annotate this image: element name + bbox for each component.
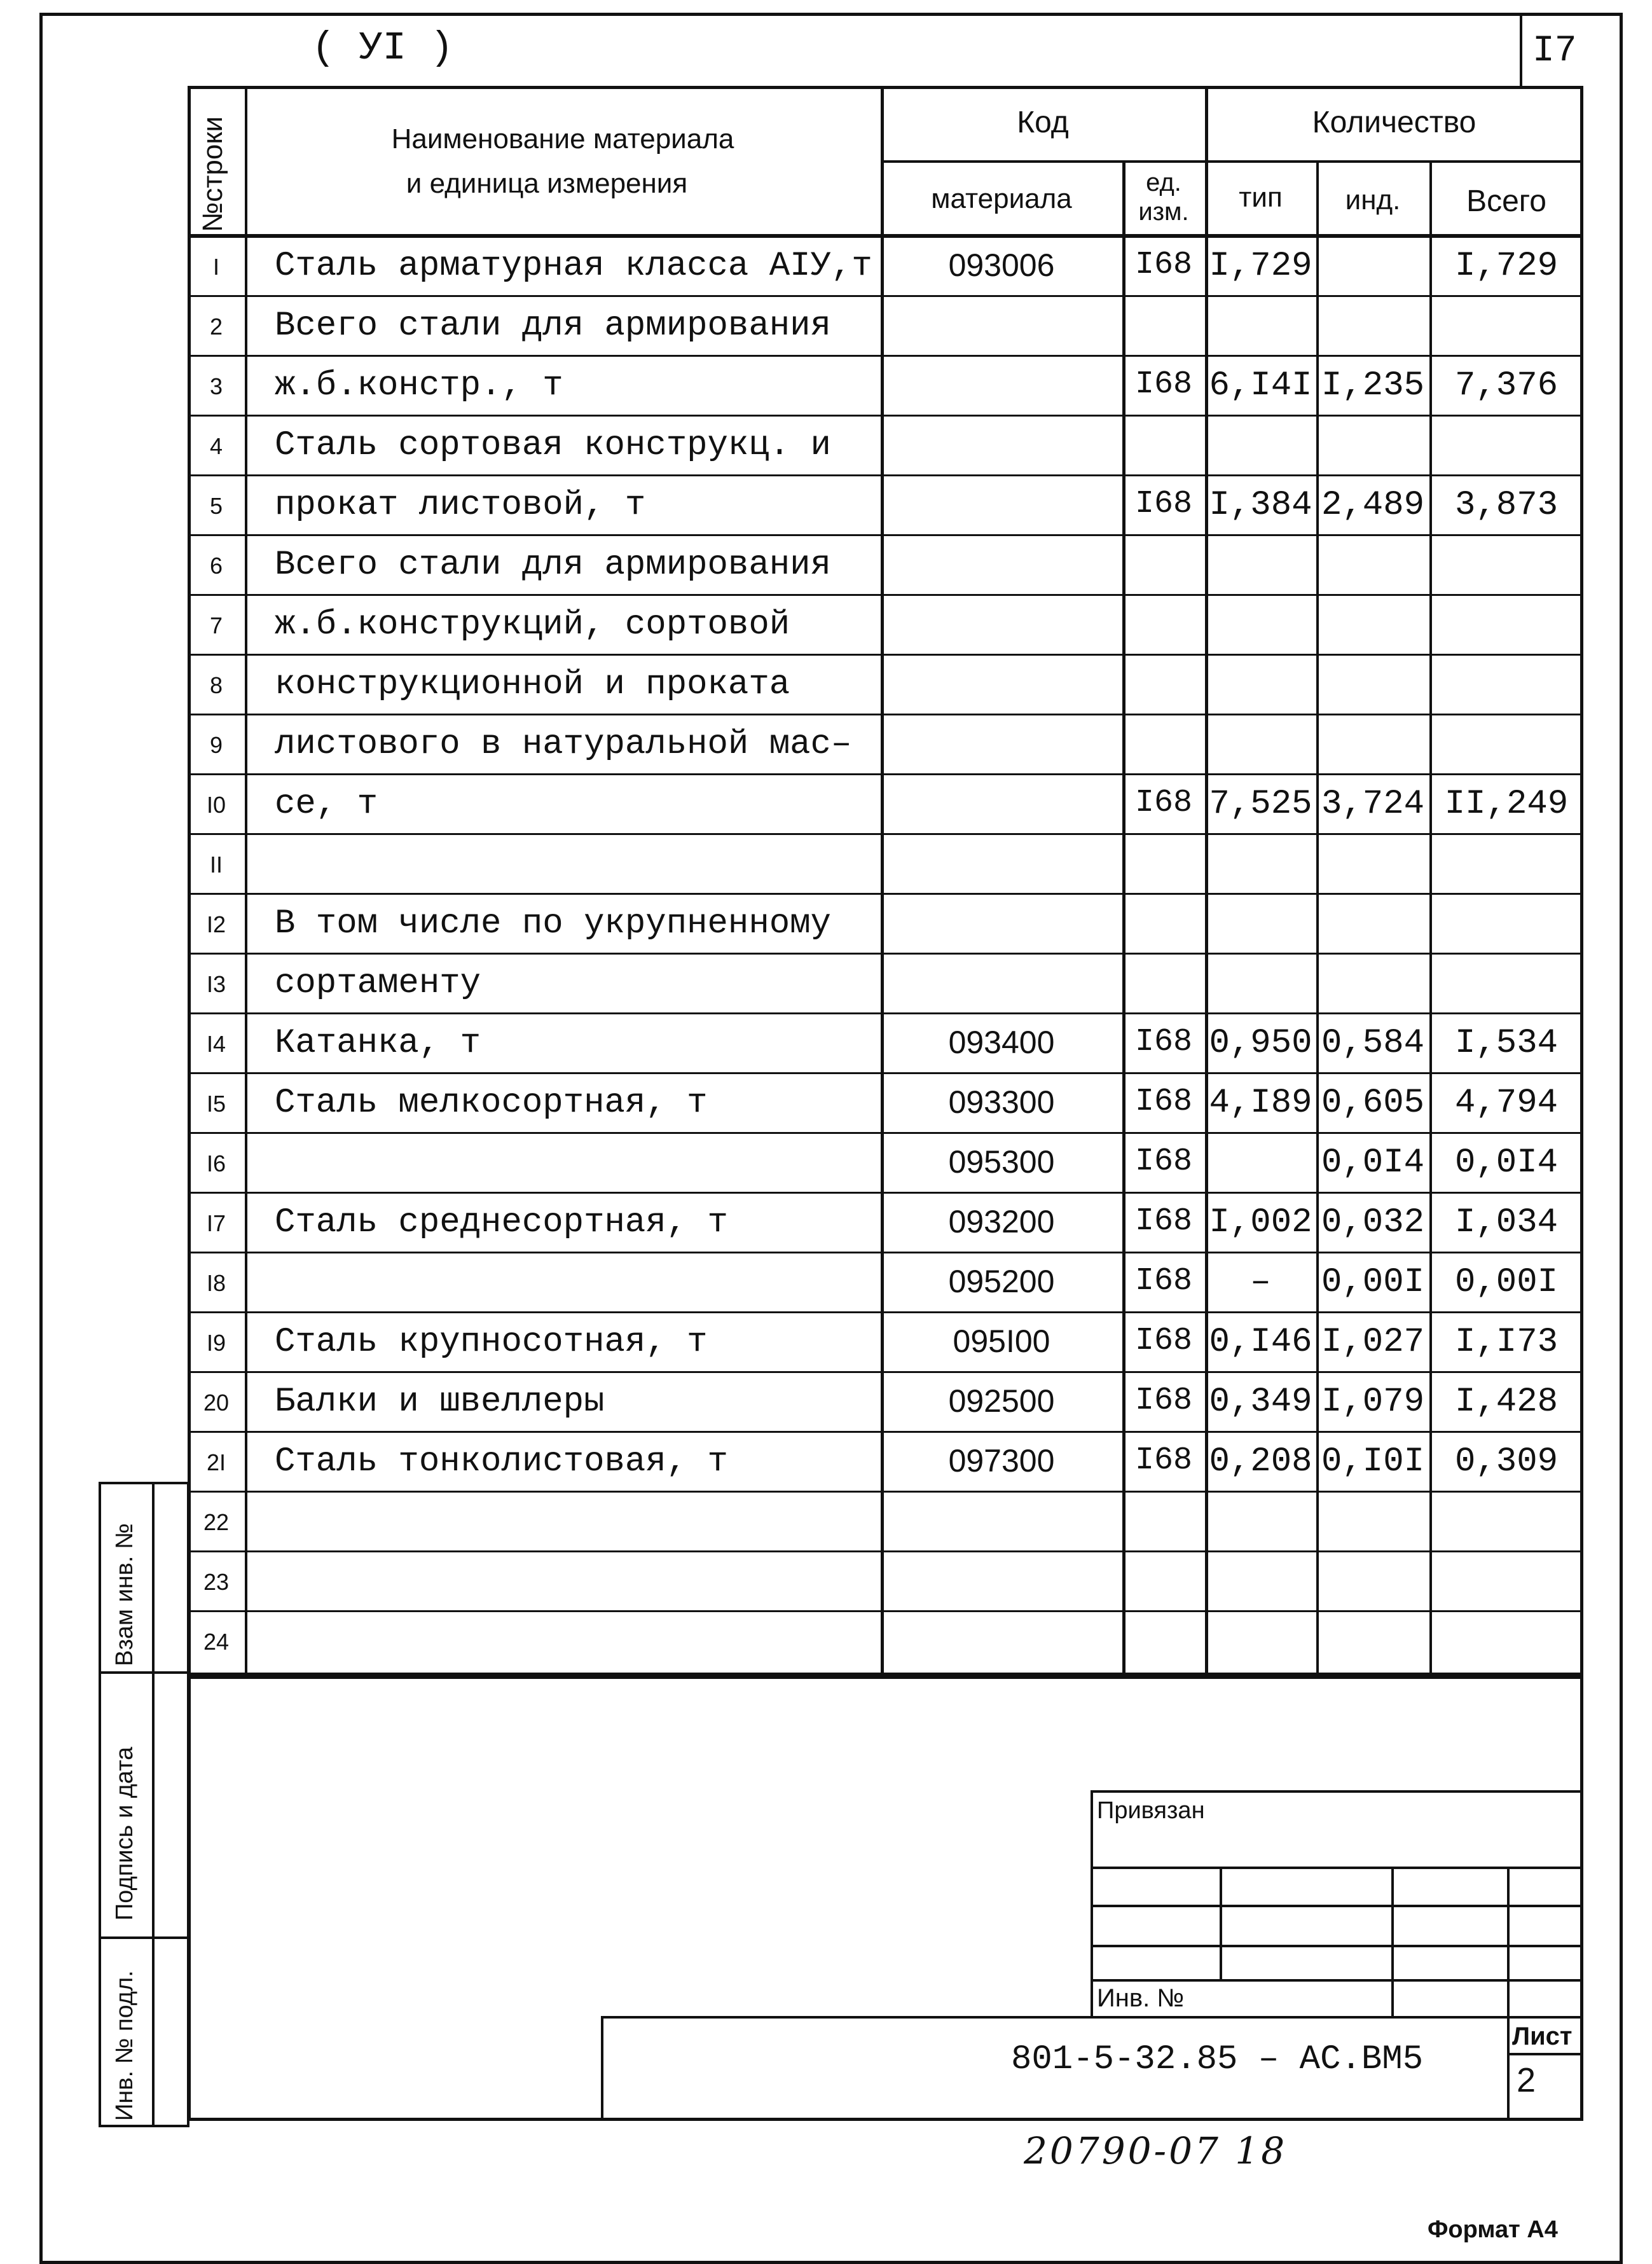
row-number: I9 xyxy=(206,1330,226,1356)
cell-unit: I68 xyxy=(1134,366,1192,403)
cell-total: 0,0I4 xyxy=(1454,1143,1559,1182)
privyazan-col-2 xyxy=(1391,1867,1394,2016)
row-number: 2I xyxy=(206,1449,226,1475)
side-stamp-line-2 xyxy=(99,1936,189,1939)
cell-ind: 2,489 xyxy=(1321,486,1425,525)
cell-code: 097300 xyxy=(948,1443,1055,1479)
cell-total: 0,00I xyxy=(1454,1263,1559,1302)
side-stamp xyxy=(99,1482,189,2127)
row-number: 22 xyxy=(203,1509,230,1535)
code-unit-header-2: изм. xyxy=(1138,198,1189,226)
cell-total: I,034 xyxy=(1454,1203,1559,1242)
row-separator xyxy=(188,594,1583,596)
cell-name: ж.б.констр., т xyxy=(275,366,563,405)
inv-no-label: Инв. № xyxy=(1097,1984,1185,2012)
row-number: 24 xyxy=(203,1629,230,1655)
cell-ind: 3,724 xyxy=(1321,785,1425,824)
cell-name: В том числе по укрупненному xyxy=(275,904,831,943)
cell-name: Сталь тонколистовая, т xyxy=(275,1442,728,1481)
row-separator xyxy=(188,773,1583,775)
row-number: 8 xyxy=(209,672,223,698)
row-separator xyxy=(188,1132,1583,1134)
cell-code: 093006 xyxy=(948,247,1055,283)
cell-unit: I68 xyxy=(1134,785,1192,821)
cell-code: 093300 xyxy=(948,1084,1055,1120)
cell-name: Всего стали для армирования xyxy=(275,307,831,345)
cell-unit: I68 xyxy=(1134,1263,1192,1299)
format-label: Формат А4 xyxy=(1428,2216,1558,2243)
row-separator xyxy=(188,953,1583,955)
section-label: ( УI ) xyxy=(312,25,454,71)
cell-ind: I,027 xyxy=(1321,1323,1425,1362)
cell-total: II,249 xyxy=(1444,785,1569,824)
code-unit-header-1: ед. xyxy=(1146,169,1181,197)
cell-name: Сталь среднесортная, т xyxy=(275,1203,728,1242)
row-separator xyxy=(188,833,1583,835)
cell-unit: I68 xyxy=(1134,1143,1192,1180)
cell-total: 4,794 xyxy=(1454,1084,1559,1122)
sheet-cell-divider xyxy=(1507,2053,1583,2055)
stamp-left-line xyxy=(601,2016,603,2121)
row-number: I xyxy=(212,254,219,280)
col-line-rowno xyxy=(245,86,247,1676)
cell-ind: 0,I0I xyxy=(1321,1442,1425,1481)
row-number: I7 xyxy=(206,1210,226,1236)
page-number: I7 xyxy=(1532,31,1577,72)
row-number: I8 xyxy=(206,1270,226,1296)
cell-code: 092500 xyxy=(948,1383,1055,1419)
cell-code: 095I00 xyxy=(953,1323,1050,1359)
row-separator xyxy=(188,534,1583,536)
name-header-line1: Наименование материала xyxy=(391,123,734,155)
cell-name: Сталь сортовая конструкц. и xyxy=(275,426,831,465)
row-number: I5 xyxy=(206,1091,226,1117)
col-line-name xyxy=(881,86,884,1676)
qty-total-header: Всего xyxy=(1466,184,1546,218)
cell-type: – xyxy=(1250,1263,1271,1302)
cell-type: 0,950 xyxy=(1209,1024,1312,1063)
sheet-value: 2 xyxy=(1517,2061,1536,2099)
row-separator xyxy=(188,893,1583,895)
row-number: 7 xyxy=(209,612,223,638)
cell-ind: 0,032 xyxy=(1321,1203,1425,1242)
row-separator xyxy=(188,1610,1583,1612)
podpis-data-label: Подпись и дата xyxy=(111,1746,138,1921)
cell-type: 6,I4I xyxy=(1209,366,1312,405)
row-number: 23 xyxy=(203,1569,230,1595)
document-code: 801-5-32.85 – АС.ВМ5 xyxy=(1011,2040,1424,2079)
handwritten-number: 20790-07 18 xyxy=(1024,2129,1288,2172)
header-bottom-line xyxy=(188,234,1583,238)
code-material-header: материала xyxy=(931,183,1072,214)
qty-type-header: тип xyxy=(1239,182,1283,213)
name-header-line2: и единица измерения xyxy=(406,168,688,199)
cell-code: 095200 xyxy=(948,1264,1055,1299)
code-header: Код xyxy=(1017,106,1069,139)
row-separator xyxy=(188,1311,1583,1313)
page-number-divider xyxy=(1520,13,1522,89)
cell-total: I,428 xyxy=(1454,1383,1559,1421)
cell-total: 7,376 xyxy=(1454,366,1559,405)
qty-ind-header: инд. xyxy=(1345,184,1401,216)
row-number: 20 xyxy=(203,1390,230,1416)
row-number-header: №строки xyxy=(197,116,228,232)
privyazan-col-3 xyxy=(1507,1867,1510,2016)
row-separator xyxy=(188,1431,1583,1433)
row-separator xyxy=(188,1012,1583,1014)
cell-code: 093200 xyxy=(948,1204,1055,1239)
cell-code: 093400 xyxy=(948,1025,1055,1060)
row-separator xyxy=(188,1550,1583,1552)
cell-type: 0,I46 xyxy=(1209,1323,1312,1362)
row-separator xyxy=(188,474,1583,476)
stamp-top-line xyxy=(601,2016,1583,2019)
row-number: I6 xyxy=(206,1150,226,1177)
side-stamp-divider xyxy=(152,1482,155,2127)
cell-ind: 0,0I4 xyxy=(1321,1143,1425,1182)
inv-podl-label: Инв. № подл. xyxy=(111,1970,138,2121)
cell-total: 3,873 xyxy=(1454,486,1559,525)
cell-ind: 0,00I xyxy=(1321,1263,1425,1302)
row-number: 3 xyxy=(209,373,223,399)
header-mid-line xyxy=(881,160,1583,163)
row-number: I3 xyxy=(206,971,226,997)
row-number: I2 xyxy=(206,911,226,937)
privyazan-col-1 xyxy=(1220,1867,1222,1979)
cell-code: 095300 xyxy=(948,1144,1055,1180)
cell-type: I,384 xyxy=(1209,486,1312,525)
cell-unit: I68 xyxy=(1134,486,1192,522)
cell-name: Всего стали для армирования xyxy=(275,546,831,584)
row-separator xyxy=(188,355,1583,357)
cell-unit: I68 xyxy=(1134,1442,1192,1479)
row-separator xyxy=(188,1371,1583,1373)
cell-ind: 0,584 xyxy=(1321,1024,1425,1063)
row-number: 5 xyxy=(209,493,223,519)
cell-name: Балки и швеллеры xyxy=(275,1383,605,1421)
cell-total: I,729 xyxy=(1454,247,1559,286)
col-line-unit xyxy=(1205,86,1208,1676)
row-separator xyxy=(188,415,1583,417)
sheet-label: Лист xyxy=(1512,2022,1573,2050)
row-number: 4 xyxy=(209,433,223,459)
side-stamp-line-1 xyxy=(99,1671,189,1674)
cell-name: Сталь арматурная класса АIУ,т xyxy=(275,247,872,286)
cell-type: 0,349 xyxy=(1209,1383,1312,1421)
cell-name: конструкционной и проката xyxy=(275,665,790,704)
privyazan-top-line xyxy=(1091,1790,1583,1793)
row-separator xyxy=(188,1491,1583,1493)
cell-total: I,I73 xyxy=(1454,1323,1559,1362)
cell-name: Сталь мелкосортная, т xyxy=(275,1084,708,1122)
quantity-header: Количество xyxy=(1312,106,1476,139)
row-separator xyxy=(188,1072,1583,1074)
row-number: 6 xyxy=(209,553,223,579)
cell-type: 0,208 xyxy=(1209,1442,1312,1481)
cell-type: 7,525 xyxy=(1209,785,1312,824)
cell-name: се, т xyxy=(275,785,378,824)
row-separator xyxy=(188,714,1583,715)
vzam-inv-label: Взам инв. № xyxy=(111,1523,138,1666)
cell-unit: I68 xyxy=(1134,1383,1192,1419)
cell-type: 4,I89 xyxy=(1209,1084,1312,1122)
row-separator xyxy=(188,295,1583,297)
cell-unit: I68 xyxy=(1134,1203,1192,1239)
cell-total: 0,309 xyxy=(1454,1442,1559,1481)
sheet-cell-left xyxy=(1507,2016,1510,2121)
row-separator xyxy=(188,654,1583,656)
privyazan-left-line xyxy=(1091,1790,1093,2016)
cell-type: I,729 xyxy=(1209,247,1312,286)
cell-type: I,002 xyxy=(1209,1203,1312,1242)
cell-ind: 0,605 xyxy=(1321,1084,1425,1122)
cell-name: ж.б.конструкций, сортовой xyxy=(275,605,790,644)
cell-total: I,534 xyxy=(1454,1024,1559,1063)
cell-name: Катанка, т xyxy=(275,1024,481,1063)
cell-ind: I,235 xyxy=(1321,366,1425,405)
cell-name: Сталь крупносотная, т xyxy=(275,1323,708,1362)
row-number: 9 xyxy=(209,732,223,758)
cell-unit: I68 xyxy=(1134,1323,1192,1359)
row-number: II xyxy=(209,852,223,878)
row-number: 2 xyxy=(209,314,223,340)
cell-name: прокат листовой, т xyxy=(275,486,646,525)
row-number: I4 xyxy=(206,1031,226,1057)
cell-name: сортаменту xyxy=(275,964,481,1003)
cell-unit: I68 xyxy=(1134,247,1192,283)
cell-ind: I,079 xyxy=(1321,1383,1425,1421)
row-number: I0 xyxy=(206,792,226,818)
row-separator xyxy=(188,1192,1583,1194)
cell-name: листового в натуральной мас– xyxy=(275,725,852,764)
row-separator xyxy=(188,1252,1583,1253)
privyazan-label: Привязан xyxy=(1097,1797,1205,1824)
cell-unit: I68 xyxy=(1134,1024,1192,1060)
cell-unit: I68 xyxy=(1134,1084,1192,1120)
